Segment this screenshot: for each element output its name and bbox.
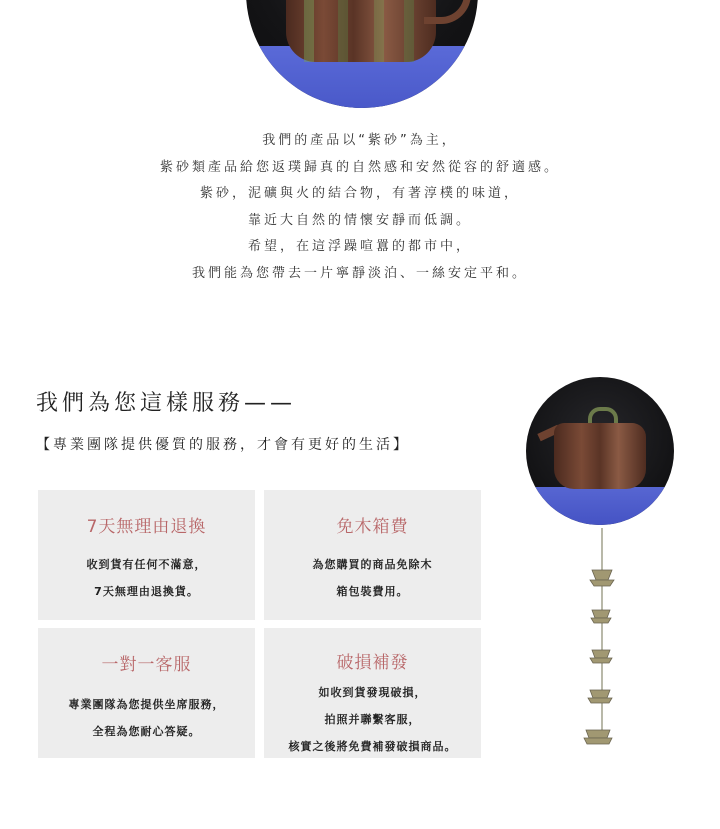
- card-line: 為您購買的商品免除木: [312, 558, 433, 571]
- card-line: 收到貨有任何不滿意，: [86, 558, 207, 571]
- card-line: 核實之後將免費補發破損商品。: [288, 740, 457, 753]
- services-subtitle: 【專業團隊提供優質的服務，才會有更好的生活】: [36, 437, 410, 453]
- card-title: 免木箱費: [336, 517, 409, 537]
- card-line: 箱包裝費用。: [336, 585, 409, 598]
- intro-line: 紫砂類產品給您返璞歸真的自然感和安然從容的舒適感。: [159, 159, 560, 175]
- service-card-support: [38, 628, 255, 758]
- intro-line: 紫砂，泥礦與火的結合物，有著淳樸的味道，: [199, 186, 520, 201]
- teapot-photo-right: [526, 377, 674, 525]
- services-title: 我們為您這樣服務——: [36, 391, 297, 416]
- service-card-return: [38, 490, 255, 620]
- card-line: 7天無理由退換貨。: [94, 585, 199, 598]
- card-title: 一對一客服: [101, 655, 192, 675]
- service-card-free-box: [264, 490, 481, 620]
- intro-line: 靠近大自然的情懷安靜而低調。: [247, 212, 472, 228]
- card-line: 專業團隊為您提供坐席服務，: [68, 698, 225, 711]
- card-line: 全程為您耐心答疑。: [92, 725, 201, 738]
- hanging-chain-image: [580, 528, 620, 748]
- card-title: 破損補發: [336, 653, 409, 673]
- intro-text: [0, 128, 720, 287]
- intro-line: 希望，在這浮躁喧囂的都市中，: [247, 239, 472, 254]
- card-line: 拍照并聯繫客服，: [324, 713, 421, 726]
- service-card-damage: [264, 628, 481, 758]
- card-line: 如收到貨發現破損，: [318, 686, 427, 699]
- teapot-photo-top: [246, 0, 478, 108]
- card-title: 7天無理由退換: [86, 517, 207, 537]
- intro-line: 我們能為您帶去一片寧靜淡泊、一絲安定平和。: [191, 265, 528, 281]
- intro-line: 我們的產品以“紫砂”為主，: [262, 133, 458, 148]
